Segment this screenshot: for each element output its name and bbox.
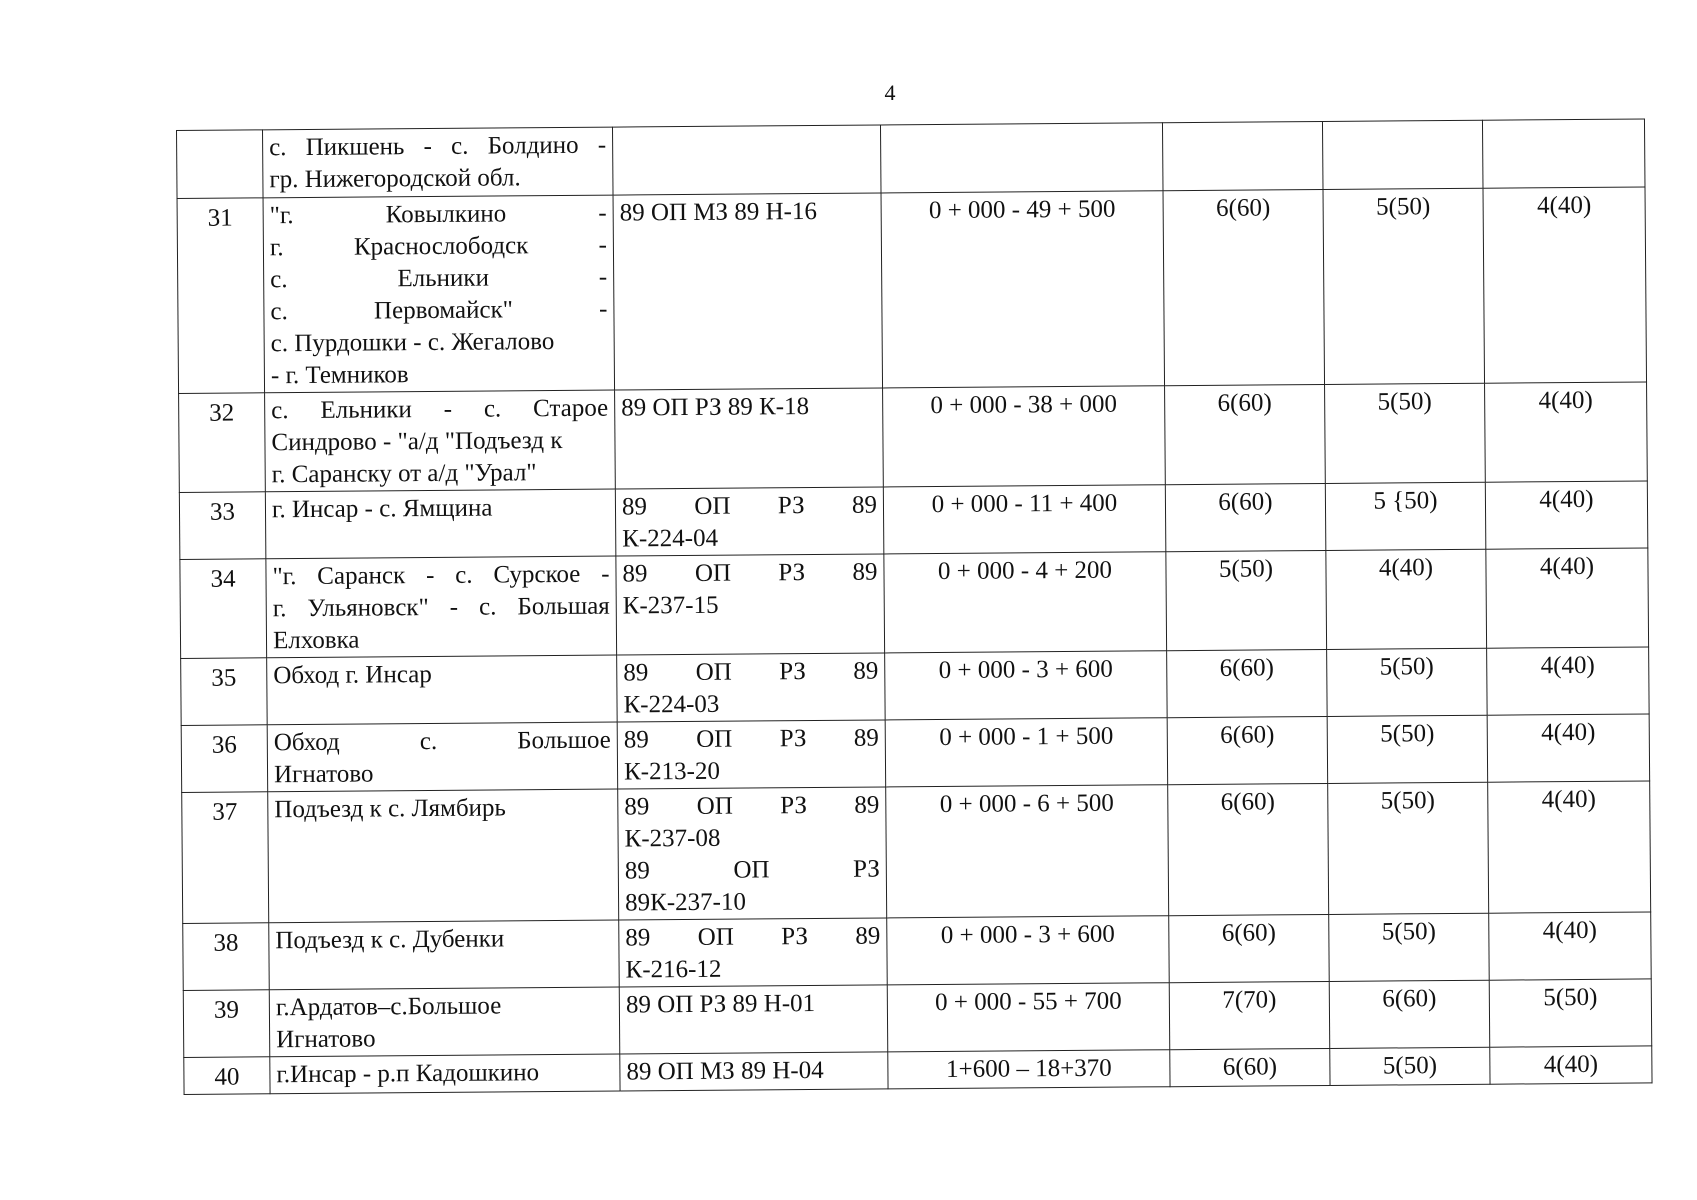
load-value-cell-v2 <box>1327 715 1488 783</box>
road-code-line: 89 ОП РЗ 89 <box>623 657 879 687</box>
table-row <box>179 382 1648 493</box>
load-value: 6(60) <box>1215 194 1271 222</box>
road-code-line: 89 ОП РЗ 89 <box>624 791 880 821</box>
road-name-line: г. Саранску от а/д "Урал" <box>271 459 537 489</box>
load-value-cell-v3 <box>1485 382 1648 482</box>
load-value: 6(60) <box>1217 389 1272 417</box>
road-code-cell <box>618 787 887 920</box>
load-value-cell-v1 <box>1163 189 1325 385</box>
table-row <box>183 979 1651 1058</box>
load-value-cell-v1 <box>1165 483 1326 551</box>
road-name-cell <box>265 489 616 559</box>
load-value-cell-v3 <box>1487 714 1650 782</box>
load-value-cell-v1 <box>1167 716 1328 784</box>
km-range-cell <box>887 983 1170 1052</box>
road-code-cell <box>617 720 886 789</box>
road-code-cell <box>615 388 884 489</box>
load-value: 6(60) <box>1221 919 1277 947</box>
load-value-cell-v1 <box>1169 981 1330 1049</box>
load-value: 6(60) <box>1220 721 1275 749</box>
row-number: 32 <box>209 399 235 427</box>
road-name-line: Обход г. Инсар <box>273 661 432 690</box>
load-value: 4(40) <box>1378 554 1434 582</box>
km-range-cell <box>885 718 1168 787</box>
road-name-line: Подъезд к с. Дубенки <box>275 925 505 955</box>
load-value: 6(60) <box>1382 985 1437 1013</box>
km-range-cell <box>887 916 1170 985</box>
load-value-cell-v1 <box>1167 649 1328 717</box>
load-value-cell-v2 <box>1322 120 1483 189</box>
road-code-line: 89 ОП РЗ 89 <box>623 724 879 754</box>
load-value-cell-v3 <box>1488 781 1651 913</box>
row-number: 38 <box>213 929 239 957</box>
load-value: 7(70) <box>1222 986 1277 1014</box>
load-value: 6(60) <box>1222 1053 1278 1081</box>
load-value: 4(40) <box>1543 1050 1599 1079</box>
load-value: 4(40) <box>1541 718 1596 747</box>
load-value: 5(50) <box>1377 388 1432 416</box>
load-value-cell-v2 <box>1330 1047 1490 1085</box>
road-code-line: 89 ОП РЗ 89 <box>625 922 881 952</box>
table-row <box>181 714 1649 793</box>
row-number-cell <box>184 1057 270 1095</box>
road-name-line: г.Ардатов–с.Большое <box>275 992 502 1022</box>
load-value: 5(50) <box>1375 193 1431 221</box>
road-name-line: Синдрово - "а/д "Подъезд к <box>271 426 563 457</box>
load-value-cell-v2 <box>1327 648 1488 716</box>
km-range: 1+600 – 18+370 <box>945 1054 1112 1083</box>
load-value: 5(50) <box>1381 918 1437 946</box>
load-value-cell-v2 <box>1325 383 1486 483</box>
load-value: 6(60) <box>1218 488 1273 516</box>
load-value-cell-v1 <box>1169 914 1330 982</box>
km-range: 0 + 000 - 38 + 000 <box>930 390 1118 420</box>
load-value-cell-v1 <box>1165 384 1326 484</box>
road-name-cell <box>269 987 620 1057</box>
row-number: 34 <box>210 565 236 593</box>
km-range-cell <box>883 386 1166 487</box>
road-name-line: "г. Ковылкино - <box>269 199 607 230</box>
load-value-cell-v3 <box>1489 979 1652 1047</box>
road-name-line: - г. Темников <box>270 361 409 390</box>
road-code-line: 89 ОП РЗ 89 <box>622 558 878 588</box>
road-code-line: К-213-20 <box>623 757 720 786</box>
load-value: 5 {50) <box>1373 487 1438 515</box>
load-value: 5(50) <box>1380 720 1435 748</box>
road-code-line: К-237-15 <box>622 591 719 620</box>
road-code-line: 89К-237-10 <box>624 888 747 917</box>
road-name-line: г. Инсар - с. Ямщина <box>271 494 493 524</box>
km-range-cell <box>884 552 1167 653</box>
load-value: 4(40) <box>1538 386 1593 415</box>
row-number-cell <box>183 990 270 1058</box>
load-value-cell-v3 <box>1490 1046 1652 1084</box>
road-name-line: "г. Саранск - с. Сурское - <box>272 560 610 591</box>
km-range: 0 + 000 - 6 + 500 <box>939 789 1114 819</box>
table-body <box>177 119 1653 1094</box>
load-value: 4(40) <box>1541 785 1596 814</box>
row-number-cell <box>182 792 269 924</box>
road-code-line: К-224-04 <box>622 524 719 553</box>
table-row <box>182 781 1651 924</box>
row-number: 36 <box>211 731 237 759</box>
load-value-cell-v2 <box>1326 549 1487 649</box>
km-range: 0 + 000 - 1 + 500 <box>939 722 1114 752</box>
load-value-cell-v3 <box>1486 548 1649 648</box>
row-number-cell <box>183 923 270 991</box>
row-number-cell <box>181 658 268 726</box>
road-name-line: Подъезд к с. Лямбирь <box>274 794 506 824</box>
road-code-cell <box>616 554 885 655</box>
road-name-cell <box>269 920 620 990</box>
load-value: 4(40) <box>1536 191 1592 220</box>
road-code-cell <box>619 985 888 1054</box>
road-code-line: К-237-08 <box>624 824 721 853</box>
row-number-cell <box>180 559 267 659</box>
table-row <box>179 481 1647 560</box>
row-number-cell <box>179 492 266 560</box>
table-row <box>180 548 1649 659</box>
road-name-line: Игнатово <box>273 760 374 789</box>
road-code-line: 89 ОП МЗ 89 Н-16 <box>619 197 818 227</box>
load-value: 5(50) <box>1543 983 1598 1012</box>
load-value: 6(60) <box>1220 788 1275 816</box>
load-value-cell-v3 <box>1489 912 1652 980</box>
km-range-cell <box>881 191 1165 388</box>
road-name-line: Елховка <box>272 626 360 655</box>
road-name-line: Обход с. Большое <box>273 726 611 757</box>
road-name-line: Игнатово <box>276 1025 376 1054</box>
load-value-cell-v1 <box>1162 121 1323 190</box>
load-value-cell-v3 <box>1482 119 1645 188</box>
load-value-cell-v1 <box>1170 1048 1330 1086</box>
road-name-line: с. Первомайск" - <box>270 295 608 326</box>
road-name-cell <box>265 390 616 492</box>
road-name-cell <box>270 1054 620 1094</box>
roads-table <box>176 118 1653 1095</box>
load-value: 4(40) <box>1540 651 1595 680</box>
row-number: 33 <box>209 498 236 526</box>
km-range: 0 + 000 - 11 + 400 <box>931 489 1118 519</box>
load-value: 4(40) <box>1539 485 1594 514</box>
load-value-cell-v2 <box>1325 482 1486 550</box>
table-row <box>177 187 1646 394</box>
road-name-line: г.Инсар - р.п Кадошкино <box>276 1059 540 1089</box>
road-code-cell <box>617 653 886 722</box>
page-number: 4 <box>884 80 896 105</box>
load-value: 5(50) <box>1379 653 1434 681</box>
road-code-line: 89 ОП РЗ 89 К-18 <box>621 393 810 422</box>
road-code-cell <box>619 918 888 987</box>
load-value-cell-v1 <box>1168 783 1329 915</box>
load-value: 6(60) <box>1219 654 1274 682</box>
road-name-cell <box>267 722 618 792</box>
load-value-cell-v2 <box>1329 913 1490 981</box>
load-value-cell-v2 <box>1328 782 1489 914</box>
load-value-cell-v3 <box>1483 187 1647 383</box>
table-row <box>177 119 1645 199</box>
row-number: 31 <box>207 204 233 232</box>
load-value-cell-v3 <box>1485 481 1648 549</box>
road-code-line: К-224-03 <box>623 690 720 719</box>
road-name-line: г. Краснослободск - <box>269 231 608 262</box>
road-name-line: с. Ельники - <box>270 263 608 294</box>
road-name-line: гр. Нижегородской обл. <box>269 164 521 194</box>
road-code-line: К-216-12 <box>625 955 722 984</box>
road-name-cell <box>263 195 615 393</box>
load-value: 5(50) <box>1382 1052 1438 1080</box>
km-range-cell <box>886 785 1169 918</box>
road-name-cell <box>267 655 618 725</box>
load-value: 5(50) <box>1218 555 1274 583</box>
road-code-cell <box>620 1052 888 1091</box>
row-number-cell <box>181 725 268 793</box>
load-value: 4(40) <box>1539 552 1595 581</box>
road-code-cell <box>615 487 884 556</box>
km-range: 0 + 000 - 4 + 200 <box>937 556 1113 586</box>
row-number-cell <box>177 130 264 199</box>
table-row <box>181 647 1649 726</box>
row-number: 37 <box>212 798 238 826</box>
row-number: 35 <box>211 664 237 692</box>
load-value-cell-v1 <box>1166 550 1327 650</box>
load-value-cell-v2 <box>1329 980 1490 1048</box>
road-code-cell <box>613 193 883 390</box>
road-name-cell <box>263 127 614 198</box>
road-name-cell <box>268 789 619 923</box>
km-range: 0 + 000 - 49 + 500 <box>928 195 1116 225</box>
road-code-cell <box>612 125 881 195</box>
km-range: 0 + 000 - 3 + 600 <box>940 920 1115 950</box>
row-number: 39 <box>213 996 240 1024</box>
km-range-cell <box>883 485 1166 554</box>
road-name-cell <box>266 556 617 658</box>
road-name-line: г. Ульяновск" - с. Большая <box>272 592 610 623</box>
road-code-line: 89 ОП РЗ 89 <box>621 491 878 521</box>
row-number: 40 <box>214 1063 240 1091</box>
load-value: 5(50) <box>1380 787 1435 815</box>
load-value-cell-v2 <box>1323 188 1485 384</box>
road-code-line: 89 ОП МЗ 89 Н-04 <box>626 1056 824 1086</box>
km-range: 0 + 000 - 3 + 600 <box>938 655 1113 685</box>
row-number-cell <box>177 198 265 394</box>
road-name-line: с. Пурдошки - с. Жегалово <box>270 328 555 358</box>
road-code-line: 89 ОП РЗ <box>624 855 880 885</box>
road-name-line: с. Пикшень - с. Болдино - <box>269 131 607 162</box>
load-value-cell-v3 <box>1487 647 1650 715</box>
table-row <box>183 912 1651 991</box>
roads-table-wrapper <box>176 118 1652 1094</box>
km-range-cell <box>885 651 1168 720</box>
load-value: 4(40) <box>1542 916 1598 945</box>
road-code-line: 89 ОП РЗ 89 Н-01 <box>625 990 816 1019</box>
row-number-cell <box>179 393 266 493</box>
km-range-cell <box>888 1050 1170 1089</box>
road-name-line: с. Ельники - с. Старое <box>271 394 609 425</box>
km-range: 0 + 000 - 55 + 700 <box>935 987 1122 1017</box>
km-range-cell <box>880 123 1163 193</box>
